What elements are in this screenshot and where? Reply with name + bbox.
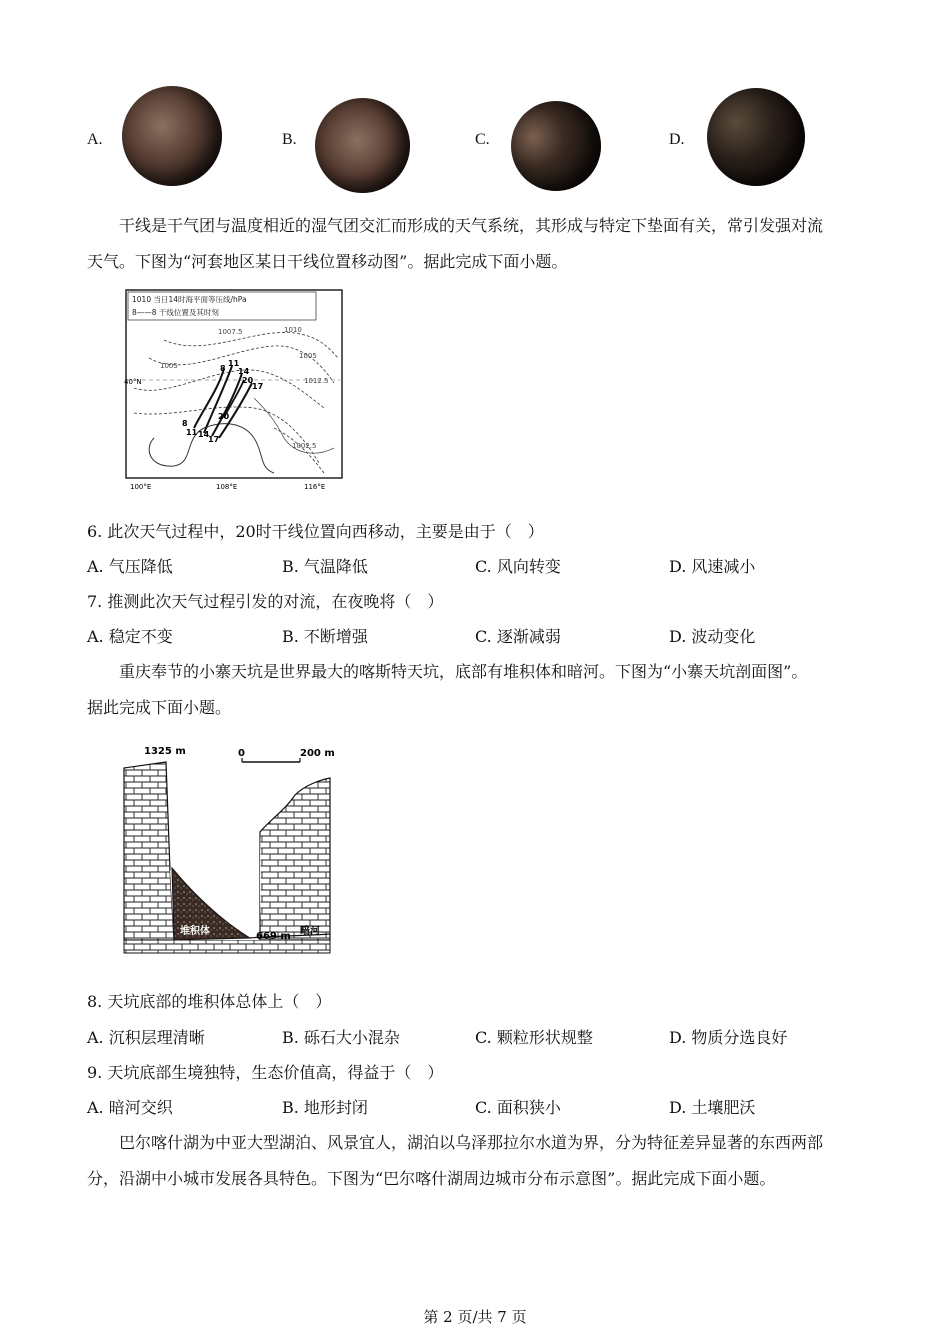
intro-1-line-2: 天气。下图为“河套地区某日干线位置移动图”。据此完成下面小题。 xyxy=(87,252,568,271)
isobar-value: 1010 xyxy=(284,326,302,334)
intro-3-line-1: 巴尔喀什湖为中亚大型湖泊、风景宜人，湖泊以乌泽那拉尔水道为界，分为特征差异显著的东西两部 xyxy=(119,1133,824,1152)
globe-image-c xyxy=(511,101,601,191)
intro-paragraph-3 xyxy=(87,1125,867,1197)
tiankeng-section-figure xyxy=(110,740,340,955)
q6-option-b[interactable]: B. 气温降低 xyxy=(282,557,368,576)
latitude-label: 40°N xyxy=(124,378,142,386)
globe-image-b xyxy=(315,98,410,193)
time-label: 8 xyxy=(220,364,226,373)
time-label: 14 xyxy=(198,430,210,439)
q9-option-d[interactable]: D. 土壤肥沃 xyxy=(669,1098,756,1117)
time-label: 17 xyxy=(252,382,264,391)
isobar-value: 1005 xyxy=(160,362,178,370)
bottom-elevation-label: 669 m xyxy=(256,931,291,942)
pile-label: 堆积体 xyxy=(180,926,210,937)
longitude-label: 116°E xyxy=(304,483,326,491)
scale-zero-label: 0 xyxy=(238,748,245,759)
q7-option-a[interactable]: A. 稳定不变 xyxy=(87,627,173,646)
q7-option-c[interactable]: C. 逐渐减弱 xyxy=(475,627,561,646)
option-c-letter: C. xyxy=(475,131,490,148)
map-legend-dryline: 8——8 干线位置及其时刻 xyxy=(132,308,219,317)
q6-option-c[interactable]: C. 风向转变 xyxy=(475,557,561,576)
q8-option-c[interactable]: C. 颗粒形状规整 xyxy=(475,1028,593,1047)
scale-end-label: 200 m xyxy=(300,748,335,759)
dryline-map-figure xyxy=(124,288,346,494)
globe-image-d xyxy=(707,88,805,186)
q9-option-b[interactable]: B. 地形封闭 xyxy=(282,1098,368,1117)
isobar-value: 1007.5 xyxy=(218,328,243,336)
map-legend-isobar: 1010 当日14时海平面等压线/hPa xyxy=(132,295,247,304)
isobar-value: 1005 xyxy=(299,352,317,360)
left-cliff xyxy=(124,762,174,940)
intro-3-line-2: 分，沿湖中小城市发展各具特色。下图为“巴尔喀什湖周边城市分布示意图”。据此完成下面小题。 xyxy=(87,1169,776,1188)
question-6-stem: 6. 此次天气过程中，20时干线位置向西移动，主要是由于（ ） xyxy=(87,522,544,541)
intro-2-line-1: 重庆奉节的小寨天坑是世界最大的喀斯特天坑，底部有堆积体和暗河。下图为“小寨天坑剖面图”。 xyxy=(119,662,808,681)
intro-paragraph-1 xyxy=(87,208,867,280)
intro-paragraph-2 xyxy=(87,654,867,726)
time-label: 11 xyxy=(186,428,198,437)
q7-option-d[interactable]: D. 波动变化 xyxy=(669,627,756,646)
globe-image-a xyxy=(122,86,222,186)
river-label: 暗河 xyxy=(300,926,320,937)
top-elevation-label: 1325 m xyxy=(144,746,186,757)
page-footer: 第 2 页/共 7 页 xyxy=(423,1308,527,1326)
time-label: 8 xyxy=(182,419,188,428)
option-b-letter: B. xyxy=(282,131,297,148)
q6-option-d[interactable]: D. 风速减小 xyxy=(669,557,756,576)
intro-1-line-1: 干线是干气团与温度相近的湿气团交汇而形成的天气系统，其形成与特定下垫面有关，常引发强对流 xyxy=(119,216,824,235)
q8-option-a[interactable]: A. 沉积层理清晰 xyxy=(87,1028,205,1047)
question-8-stem: 8. 天坑底部的堆积体总体上（ ） xyxy=(87,992,332,1011)
q9-option-c[interactable]: C. 面积狭小 xyxy=(475,1098,561,1117)
question-9-stem: 9. 天坑底部生境独特，生态价值高，得益于（ ） xyxy=(87,1063,444,1082)
time-label: 17 xyxy=(208,435,220,444)
q9-option-a[interactable]: A. 暗河交织 xyxy=(87,1098,173,1117)
isobar-value: 1012.5 xyxy=(304,377,329,385)
q8-option-d[interactable]: D. 物质分选良好 xyxy=(669,1028,788,1047)
q7-option-b[interactable]: B. 不断增强 xyxy=(282,627,368,646)
intro-2-line-2: 据此完成下面小题。 xyxy=(87,698,232,717)
q8-option-b[interactable]: B. 砾石大小混杂 xyxy=(282,1028,400,1047)
time-label: 14 xyxy=(238,367,250,376)
option-a-letter: A. xyxy=(87,131,103,148)
base-rock xyxy=(124,940,330,953)
isobar-value: 1002.5 xyxy=(292,442,317,450)
right-cliff xyxy=(260,778,330,940)
question-7-stem: 7. 推测此次天气过程引发的对流，在夜晚将（ ） xyxy=(87,592,444,611)
option-d-letter: D. xyxy=(669,131,685,148)
longitude-label: 100°E xyxy=(130,483,152,491)
time-label: 20 xyxy=(242,376,254,385)
time-label: 20 xyxy=(218,412,230,421)
q6-option-a[interactable]: A. 气压降低 xyxy=(87,557,173,576)
time-label: 11 xyxy=(228,359,240,368)
longitude-label: 108°E xyxy=(216,483,238,491)
